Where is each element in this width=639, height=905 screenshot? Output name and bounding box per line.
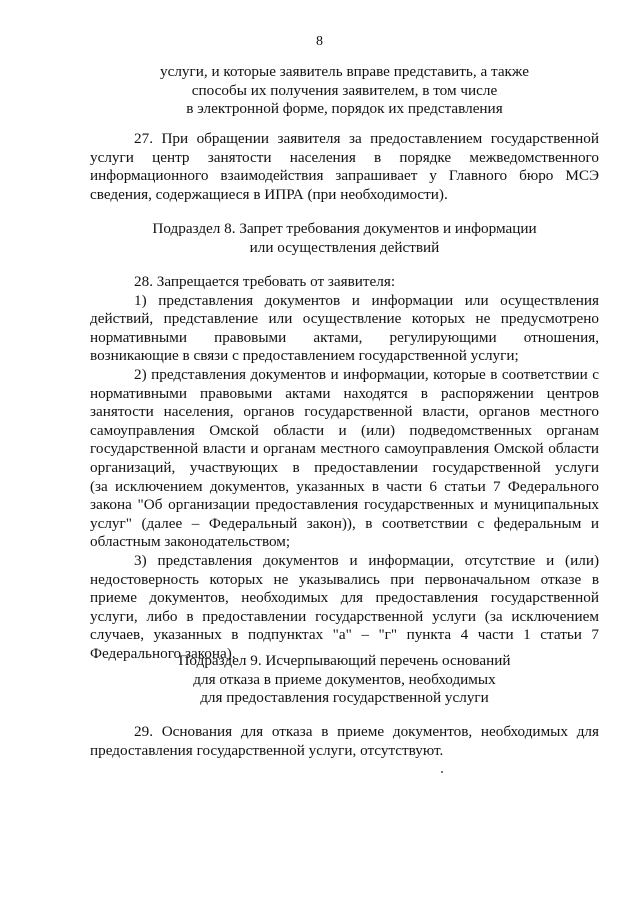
- text-line: недостоверность которых не указывались при первоначальном отказе в: [90, 570, 599, 588]
- title-line: Подраздел 8. Запрет требования документов и информации: [152, 220, 537, 237]
- text-line: государственной власти и органам местного самоуправления Омской области: [90, 440, 599, 458]
- text-line: организаций, участвующих в предоставлении государственной услуги: [90, 458, 599, 476]
- title-line: или осуществления действий: [249, 238, 440, 256]
- page-number: 8: [316, 34, 323, 49]
- header-line: в электронной форме, порядок их представления: [186, 100, 503, 118]
- text-line: нормативными правовыми актами находятся в распоряжении центров: [90, 384, 599, 402]
- text-line: 1) представления документов и информации или осуществления: [134, 291, 599, 309]
- text-line: услуг" (далее – Федеральный закон)), в соответствии с федеральным и: [90, 514, 599, 532]
- title-line: Подраздел 9. Исчерпывающий перечень оснований: [178, 652, 511, 669]
- text-line: 2) представления документов и информации, которые в соответствии с: [134, 365, 599, 383]
- header-line: способы их получения заявителем, в том числе: [191, 81, 498, 99]
- text-line: услуги, либо в предоставлении государственной услуги (за исключением: [90, 607, 599, 625]
- scan-speck: [441, 771, 443, 773]
- text-line: приеме документов, необходимых для предоставления государственной: [90, 589, 599, 607]
- text-line: областным законодательством;: [90, 533, 291, 551]
- title-line: для отказа в приеме документов, необходимых: [193, 670, 496, 688]
- title-line: для предоставления государственной услуги: [200, 689, 489, 707]
- text-line: 3) представления документов и информации, отсутствие и (или): [134, 551, 599, 569]
- header-line: услуги, и которые заявитель вправе представить, а также: [160, 63, 529, 80]
- text-line: возникающие в связи с предоставлением государственной услуги;: [90, 347, 519, 365]
- text-line: услуги центр занятости населения в порядке межведомственного: [90, 148, 599, 166]
- text-line: закона "Об организации предоставления государственных и муниципальных: [90, 496, 599, 514]
- text-line: 27. При обращении заявителя за предоставлением государственной: [134, 130, 599, 147]
- text-line: информационного взаимодействия запрашивает у Главного бюро МСЭ: [90, 167, 599, 185]
- subsection-8-title: [90, 220, 599, 257]
- text-line: предоставления государственной услуги, отсутствуют.: [90, 741, 444, 759]
- paragraph-29: [90, 723, 599, 760]
- text-line: случаев, указанных в подпунктах "а" – "г" пункта 4 части 1 статьи 7: [90, 626, 599, 644]
- text-line: 29. Основания для отказа в приеме документов, необходимых для: [134, 723, 599, 740]
- text-line: (за исключением документов, указанных в части 6 статьи 7 Федерального: [90, 477, 599, 495]
- text-line: самоуправления Омской области и (или) подведомственных органам: [90, 421, 599, 439]
- text-line: Федерального закона).: [90, 644, 236, 662]
- text-line: действий, представление или осуществление которых не предусмотрено: [90, 310, 599, 328]
- text-line: 28. Запрещается требовать от заявителя:: [134, 273, 396, 290]
- text-line: сведения, содержащиеся в ИПРА (при необходимости).: [90, 185, 448, 203]
- header-continuation: [90, 63, 599, 119]
- text-line: занятости населения, органов государственной власти, органов местного: [90, 403, 599, 421]
- paragraph-28: [90, 273, 599, 663]
- text-line: нормативными правовыми актами, регулирующими отношения,: [90, 328, 599, 346]
- paragraph-27: [90, 130, 599, 204]
- subsection-9-title: [90, 652, 599, 708]
